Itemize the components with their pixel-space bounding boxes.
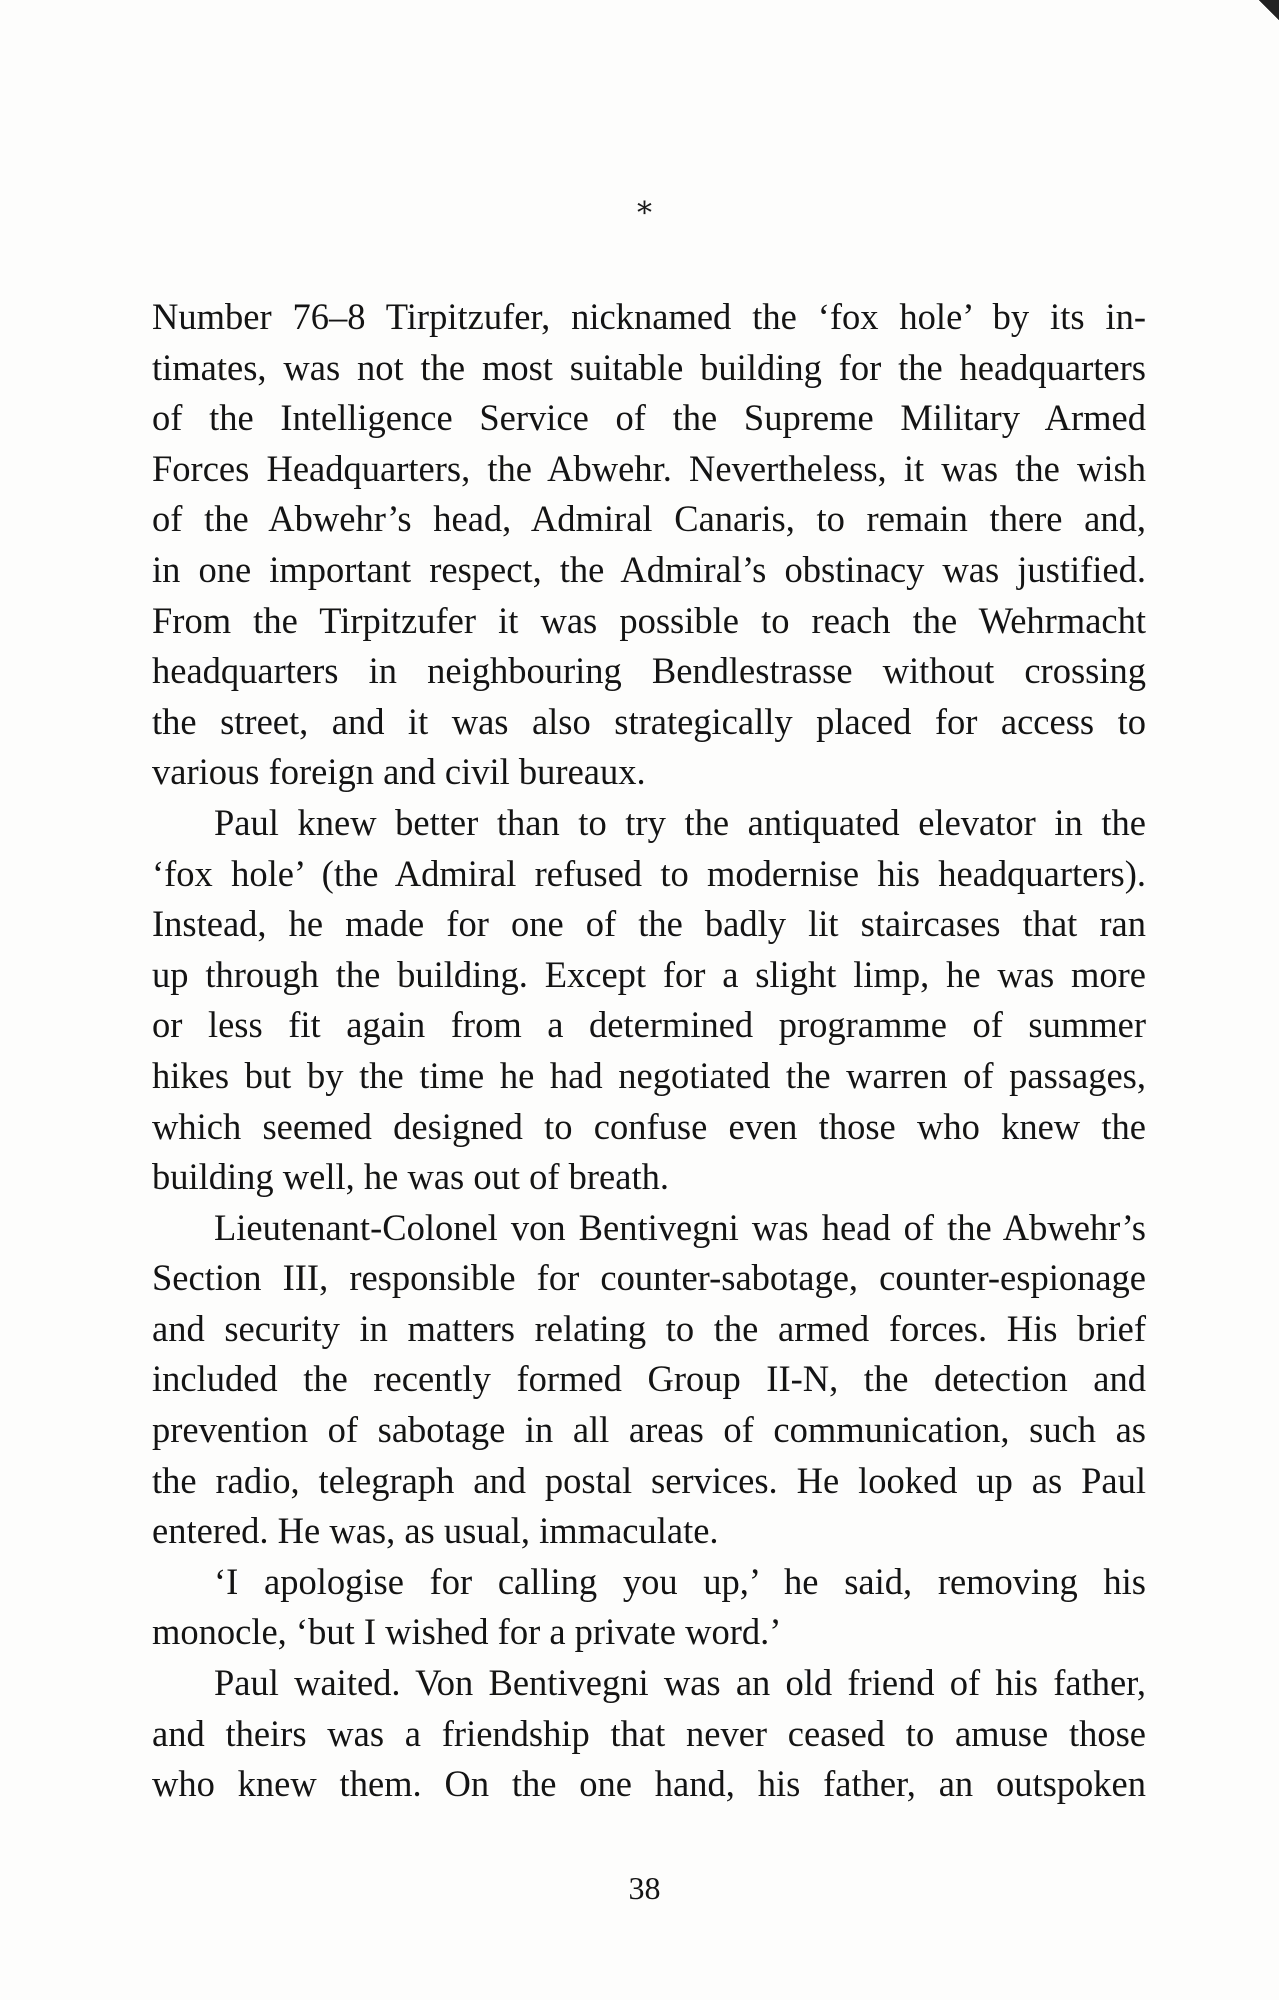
page-number: 38 [628,1870,661,1906]
text-line: included the recently formed Group II-N, the detection and [152,1358,1146,1400]
text-line: building well, he was out of breath. [152,1156,669,1198]
text-line: headquarters in neighbouring Bendlestrasse without crossing [152,650,1146,692]
text-line: in one important respect, the Admiral’s obstinacy was justified. [152,548,1146,590]
text-line: hikes but by the time he had negotiated the warren of passages, [152,1054,1146,1096]
text-line: prevention of sabotage in all areas of communication, such as [152,1409,1146,1451]
text-line: Paul knew better than to try the antiquated elevator in the [214,801,1146,843]
text-line: the radio, telegraph and postal services. He looked up as Paul [152,1459,1146,1501]
text-line: entered. He was, as usual, immaculate. [152,1510,719,1552]
text-line: From the Tirpitzufer it was possible to reach the Wehrmacht [152,599,1146,641]
text-line: who knew them. On the one hand, his father, an outspoken [152,1763,1146,1805]
text-line: of the Abwehr’s head, Admiral Canaris, to remain there and, [152,498,1146,540]
text-line: Forces Headquarters, the Abwehr. Nevertheless, it was the wish [152,447,1146,489]
text-line: Lieutenant-Colonel von Bentivegni was head of the Abwehr’s [214,1206,1146,1248]
text-line: or less fit again from a determined programme of summer [152,1004,1146,1046]
text-line: Section III, responsible for counter-sabotage, counter-espionage [152,1257,1146,1299]
text-line: and security in matters relating to the armed forces. His brief [152,1307,1146,1349]
text-line: ‘fox hole’ (the Admiral refused to modernise his headquarters). [152,852,1146,894]
text-line: the street, and it was also strategically placed for access to [152,700,1146,742]
section-separator: * [637,196,652,231]
text-line: ‘I apologise for calling you up,’ he said, removing his [214,1560,1146,1602]
text-line: Number 76–8 Tirpitzufer, nicknamed the ‘fox hole’ by its in- [152,296,1146,337]
text-line: of the Intelligence Service of the Supreme Military Armed [152,397,1146,439]
text-line: Instead, he made for one of the badly lit staircases that ran [152,903,1146,945]
text-line: monocle, ‘but I wished for a private word.’ [152,1611,782,1653]
text-line: various foreign and civil bureaux. [152,751,646,793]
text-line: up through the building. Except for a slight limp, he was more [152,953,1146,995]
scan-corner-mark [1251,0,1279,22]
text-line: and theirs was a friendship that never ceased to amuse those [152,1712,1146,1754]
text-line: timates, was not the most suitable building for the headquarters [152,346,1146,388]
body-text [152,292,1146,1810]
text-line: which seemed designed to confuse even those who knew the [152,1105,1146,1147]
text-line: Paul waited. Von Bentivegni was an old friend of his father, [214,1662,1146,1704]
